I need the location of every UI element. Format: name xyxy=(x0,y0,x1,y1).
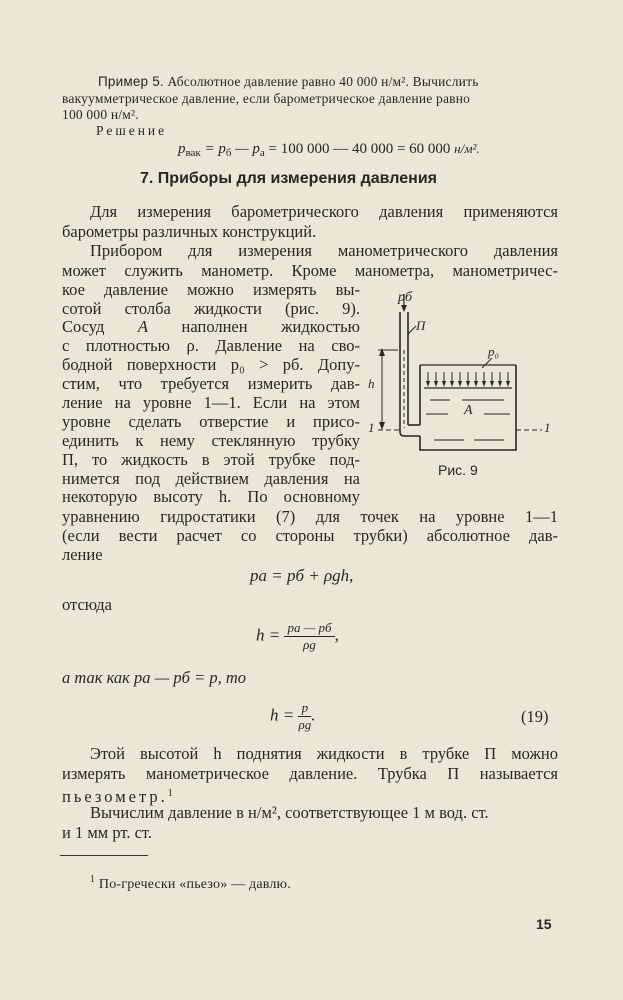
label-level-left: 1 xyxy=(368,420,375,435)
equation-2 xyxy=(256,620,339,653)
para2-line16: (если вести расчет со стороны трубки) абсолютное дав- xyxy=(62,526,558,545)
solution-label: Решение xyxy=(96,123,168,138)
eq3-tail: . xyxy=(311,705,316,725)
tube-elbow-bottom xyxy=(400,432,420,436)
figure-caption: Рис. 9 xyxy=(438,462,478,478)
eq2-tail: , xyxy=(334,625,339,645)
para2-line13: нимется под действием давления на xyxy=(62,469,360,488)
eq2-denominator: ρg xyxy=(303,637,316,652)
page-number: 15 xyxy=(536,916,552,932)
eq2-fraction xyxy=(284,620,334,653)
formula-sub-a: а xyxy=(259,147,265,159)
closing-line1: Этой высотой h поднятия жидкости в трубке П можно xyxy=(90,744,558,763)
closing-line2: измерять манометрическое давление. Трубка П называется xyxy=(62,764,558,783)
para2-line2: может служить манометр. Кроме манометра, манометричес- xyxy=(62,261,558,280)
footnote-text: По-гречески «пьезо» — давлю. xyxy=(98,877,291,892)
formula-eq-p: = p xyxy=(200,141,226,157)
example-line-3: 100 000 н/м². xyxy=(62,107,139,122)
formula-p: p xyxy=(178,141,186,157)
eq2-lhs: h = xyxy=(256,625,281,645)
word-sosud: Сосуд xyxy=(62,317,105,336)
para2-line4: сотой столба жидкости (рис. 9). xyxy=(62,299,360,318)
eq2-numerator: pа — pб xyxy=(284,620,334,637)
para2-line6: с плотностью ρ. Давление на сво- xyxy=(62,336,360,355)
para1-line1: Для измерения барометрического давления применяются xyxy=(90,202,558,221)
example-line-1 xyxy=(98,74,560,90)
formula-numbers: = 100 000 — 40 000 = 60 000 xyxy=(264,141,455,157)
equation-3 xyxy=(270,700,315,733)
closing-line4: Вычислим давление в н/м², соответствующее 1 м вод. ст. xyxy=(90,803,489,822)
label-level-right: 1 xyxy=(544,420,551,435)
para2-line8: стим, что требуется измерить дав- xyxy=(62,374,360,393)
example-text-1: Абсолютное давление равно 40 000 н/м². Вычислить xyxy=(167,74,479,89)
formula-minus-p: — p xyxy=(231,141,260,157)
eq3-lhs: h = xyxy=(270,705,295,725)
para1-line2: барометры различных конструкций. xyxy=(62,222,317,241)
equation-number: (19) xyxy=(521,707,549,726)
word-napolnen: наполнен xyxy=(181,317,248,336)
eq3-fraction xyxy=(298,700,311,733)
label-P: П xyxy=(416,318,426,333)
footnote-mark: 1 xyxy=(90,874,96,885)
para2-line15: уравнению гидростатики (7) для точек на уровне 1—1 xyxy=(62,507,558,526)
label-pb: pб xyxy=(398,290,413,305)
from-here-text: отсюда xyxy=(62,595,112,614)
para2-line3: кое давление можно измерять вы- xyxy=(62,280,360,299)
para2-line12: П, то жидкость в этой трубке под- xyxy=(62,450,360,469)
equation-1: pа = pб + ρgh, xyxy=(250,566,354,585)
piezometer-word: пьезометр. xyxy=(62,787,168,806)
para2-line1: Прибором для измерения манометрического давления xyxy=(90,241,558,260)
example-formula xyxy=(178,141,480,159)
manometer-diagram xyxy=(364,290,564,490)
para2-line17: ление xyxy=(62,545,103,564)
para2-line11: единить к нему стеклянную трубку xyxy=(62,431,360,450)
figure-9 xyxy=(364,290,564,490)
footnote xyxy=(90,872,291,893)
para2-line7: бодной поверхности p₀ > pб. Допу- xyxy=(62,355,360,374)
closing-line5: и 1 мм рт. ст. xyxy=(62,823,153,842)
eq3-numerator: p xyxy=(298,700,311,717)
section-title: 7. Приборы для измерения давления xyxy=(140,170,437,187)
footnote-ref: 1 xyxy=(167,788,173,799)
para2-line14: некоторую высоту h. По основному xyxy=(62,487,360,506)
example-line-2: вакуумметрическое давление, если барометрическое давление равно xyxy=(62,91,471,106)
word-A: A xyxy=(137,317,149,336)
para2-line9: ление на уровне 1—1. Если на этом xyxy=(62,393,360,412)
label-p0: p₀ xyxy=(488,344,500,359)
formula-sub-b: б xyxy=(225,147,232,159)
footnote-divider xyxy=(60,855,148,856)
formula-unit: н/м². xyxy=(454,141,480,156)
eq3-denominator: ρg xyxy=(298,717,312,732)
label-A: A xyxy=(464,403,473,418)
label-h: h xyxy=(368,376,375,391)
para2-line10: уровне сделать отверстие и присо- xyxy=(62,412,360,431)
word-zhidkostyu: жидкостью xyxy=(281,317,360,336)
example-label: Пример 5. xyxy=(98,74,164,89)
formula-sub-vak: вак xyxy=(185,147,201,159)
since-text: а так как pа — pб = p, то xyxy=(62,668,247,687)
